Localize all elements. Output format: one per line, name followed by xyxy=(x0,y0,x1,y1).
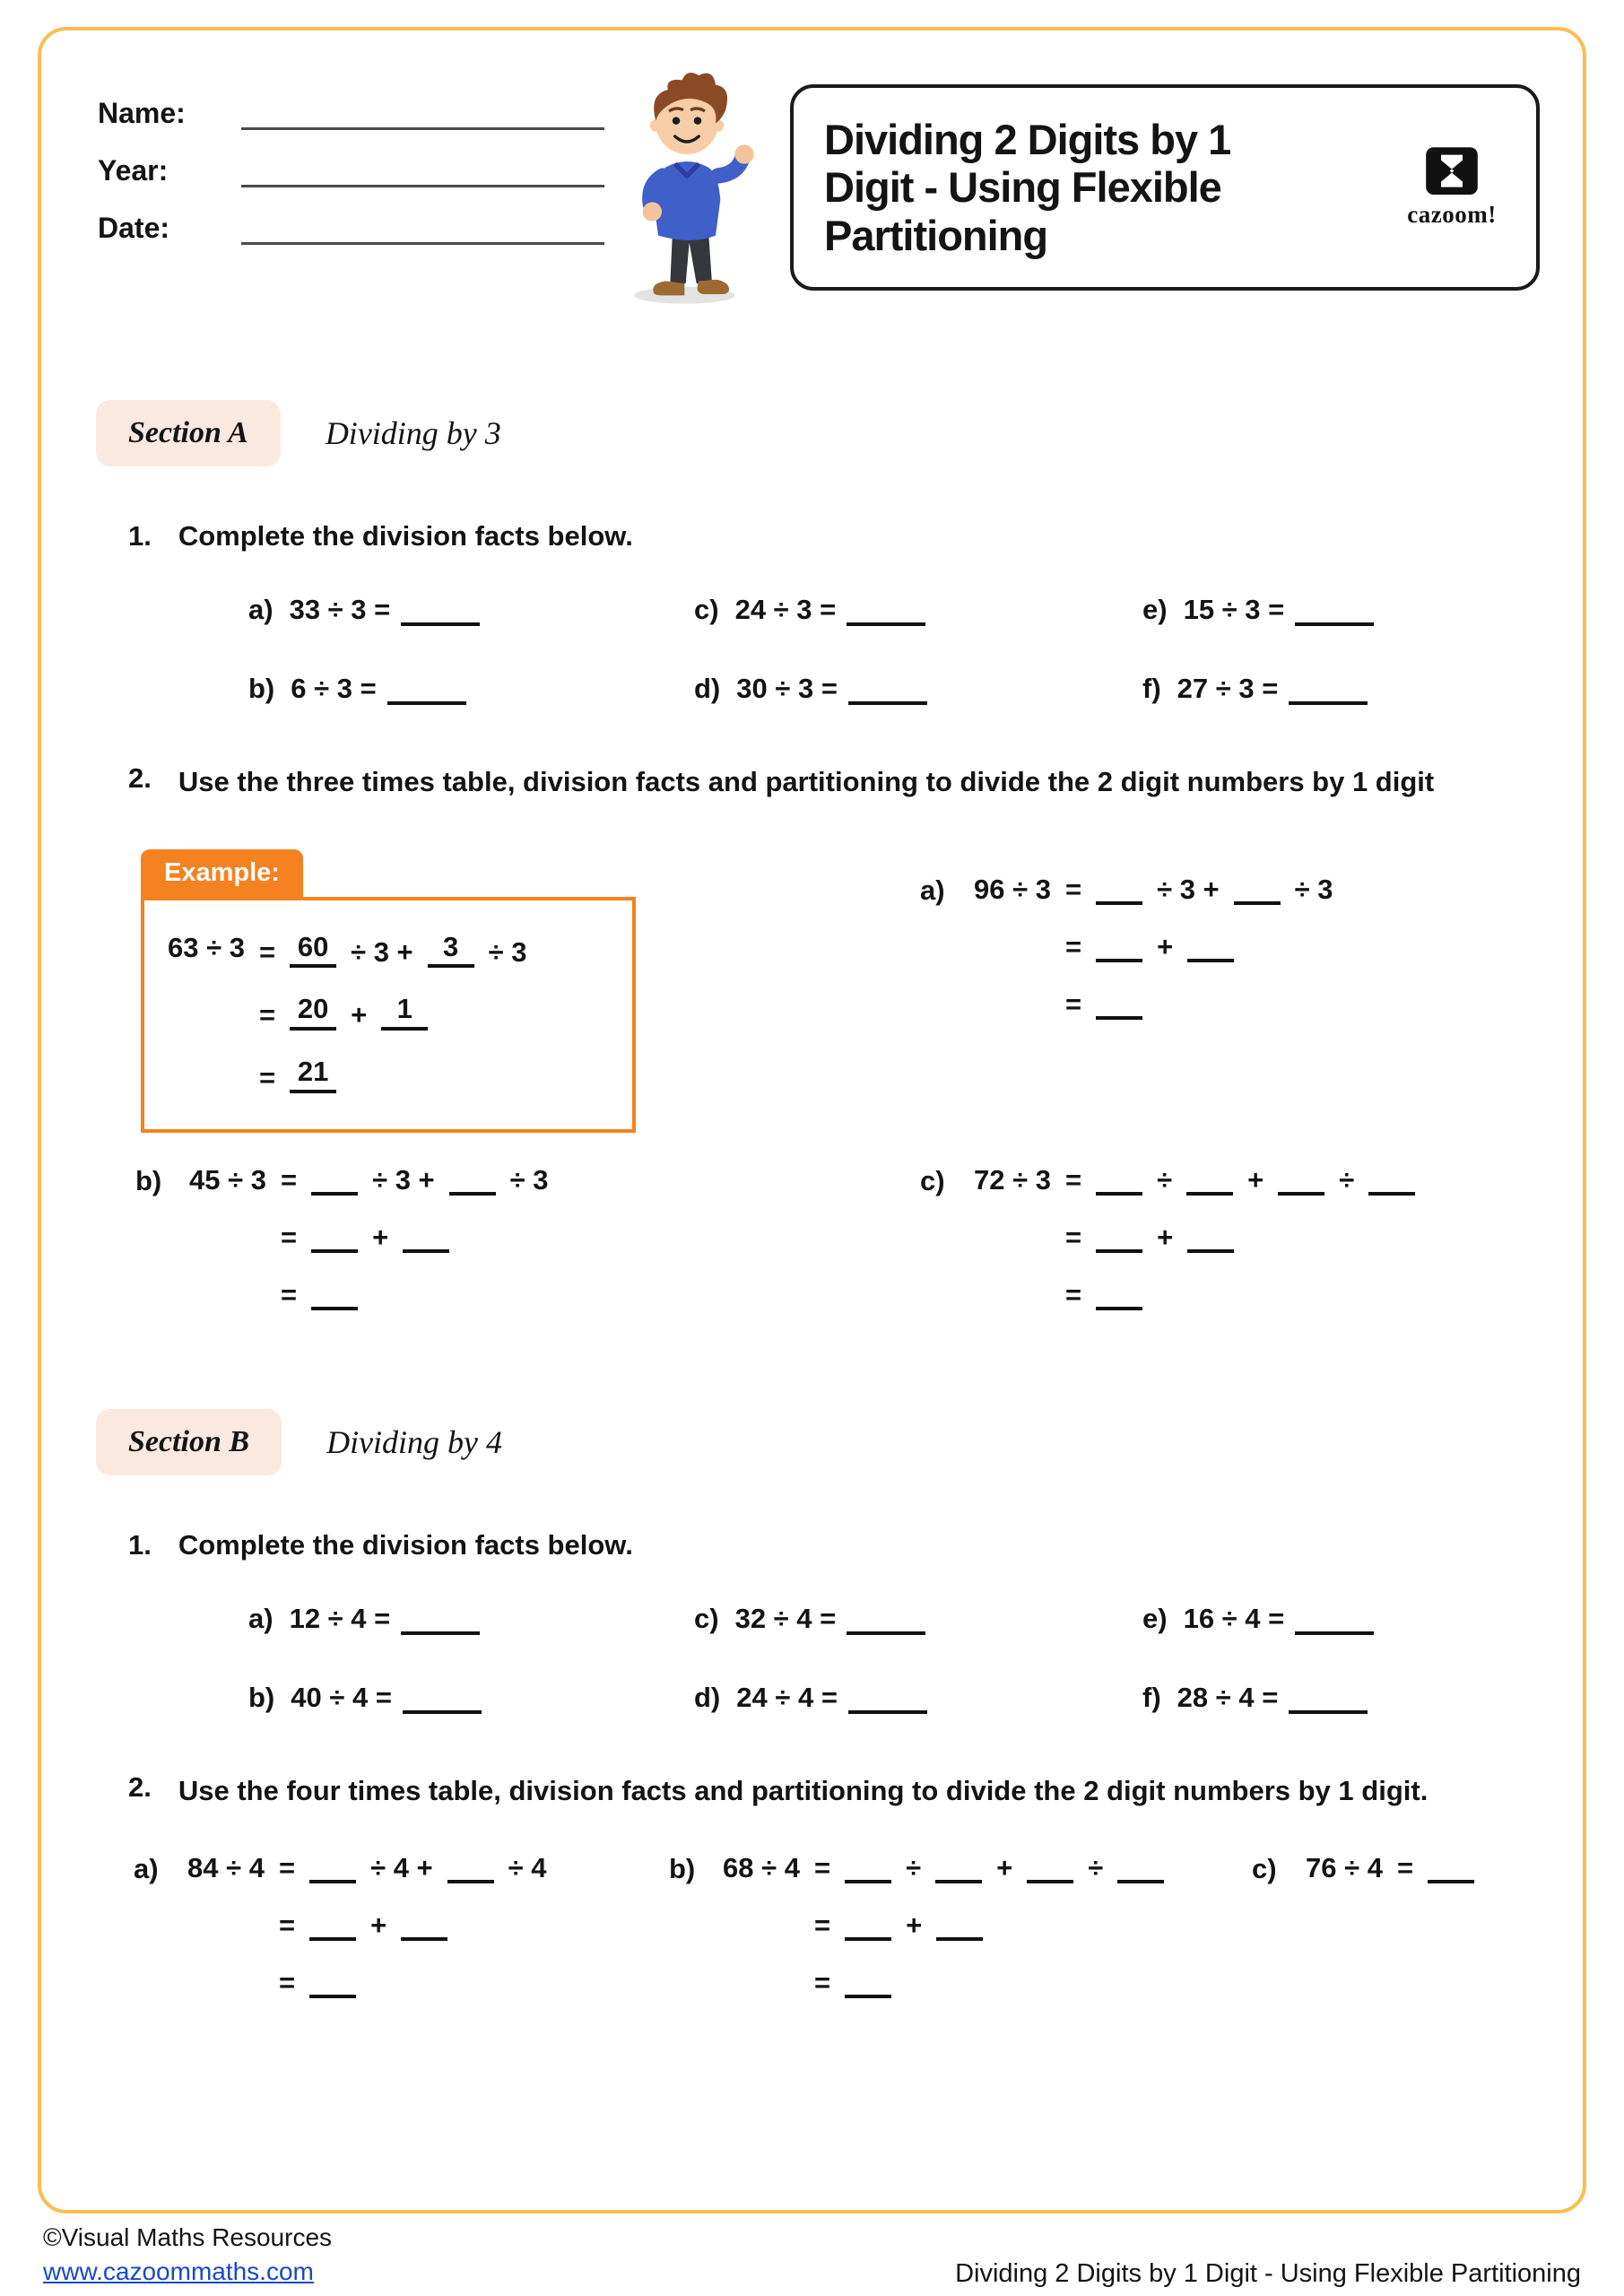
equation-text: + xyxy=(372,1221,389,1253)
fact-d xyxy=(694,673,1142,705)
example-box xyxy=(141,897,636,1133)
answer-blank xyxy=(1096,1224,1142,1253)
example-line-1 xyxy=(258,930,527,969)
section-a-q2-heading xyxy=(128,762,1533,803)
problem-lines xyxy=(1065,1165,1415,1310)
equation-text: = xyxy=(278,1851,296,1883)
fact-label: c) xyxy=(694,594,719,625)
equation-text: = xyxy=(1064,1221,1082,1253)
fact-label: a) xyxy=(248,1602,274,1634)
worksheet-title-line-3: Partitioning xyxy=(824,211,1048,259)
answer-blank xyxy=(845,1970,891,1998)
fact-label: d) xyxy=(694,673,721,704)
equation-text: ÷ 3 + xyxy=(372,1163,435,1196)
answer-blank xyxy=(935,1855,982,1883)
fact-label: e) xyxy=(1142,1602,1168,1634)
cazoom-logo xyxy=(1389,147,1515,229)
q2-number: 2. xyxy=(128,762,152,794)
equation-text: ÷ 4 + xyxy=(370,1851,433,1883)
section-b-q2-heading xyxy=(128,1771,1533,1812)
equation-text: ÷ xyxy=(1088,1851,1104,1883)
problem-label: c) xyxy=(1252,1852,1277,1884)
fact-answer-blank xyxy=(848,1685,927,1714)
fact-answer-blank xyxy=(847,597,925,626)
answer-blank xyxy=(311,1282,358,1310)
fact-b xyxy=(248,673,694,705)
equation-text: = xyxy=(1064,873,1082,905)
section-b-header xyxy=(96,1409,1533,1475)
problem-line xyxy=(814,1968,1164,1998)
fact-f xyxy=(1142,673,1533,705)
partition-problem-b xyxy=(669,1853,1164,1998)
equation-text: = xyxy=(280,1163,298,1196)
problem-line xyxy=(279,1910,547,1941)
partition-problem-c xyxy=(1252,1853,1474,1885)
fact-answer-blank xyxy=(387,676,466,705)
fact-expression: 28 ÷ 4 = xyxy=(1177,1681,1279,1713)
fact-expression: 27 ÷ 3 = xyxy=(1177,673,1279,704)
fact-answer-blank xyxy=(1289,676,1368,705)
fact-answer-blank xyxy=(401,1606,480,1635)
footer xyxy=(38,2221,1586,2289)
equation-text: = xyxy=(280,1278,298,1310)
answer-blank xyxy=(309,1970,356,1998)
problem-line xyxy=(814,1853,1164,1883)
answer-blank xyxy=(936,1912,983,1941)
section-b-partition-area xyxy=(91,1853,1533,2077)
example-lines xyxy=(258,930,527,1093)
problem-lines xyxy=(281,1165,549,1310)
cazoom-website-link[interactable]: www.cazoommaths.com xyxy=(43,2257,314,2285)
example-expression: 63 ÷ 3 xyxy=(168,931,245,963)
answer-blank xyxy=(1096,991,1142,1020)
year-label: Year: xyxy=(98,154,169,187)
section-a-heading: Dividing by 3 xyxy=(325,415,501,451)
problem-line xyxy=(1065,932,1333,962)
equation-text: ÷ 3 + xyxy=(1157,873,1220,905)
fact-d xyxy=(694,1682,1142,1714)
equation-text: = xyxy=(278,1909,296,1941)
boy-mascot-svg xyxy=(615,61,759,305)
fact-a xyxy=(248,1603,694,1635)
fact-label: d) xyxy=(694,1681,721,1713)
equation-text: ÷ xyxy=(1157,1163,1173,1196)
fact-c xyxy=(694,1603,1142,1635)
equation-text: = xyxy=(1064,987,1082,1020)
equation-text: + xyxy=(370,1909,387,1941)
fact-expression: 24 ÷ 3 = xyxy=(734,594,837,625)
copyright-text: ©Visual Maths Resources xyxy=(43,2223,333,2251)
answer-blank xyxy=(1096,1167,1142,1196)
answer-blank xyxy=(1368,1167,1415,1196)
equation-text: + xyxy=(1247,1163,1264,1196)
problem-line xyxy=(814,1910,1164,1941)
answer-blank xyxy=(1428,1855,1474,1883)
fact-answer-blank xyxy=(848,676,927,705)
fact-c xyxy=(694,594,1142,626)
fact-f xyxy=(1142,1682,1533,1714)
q1-text: Complete the division facts below. xyxy=(178,520,633,552)
problem-label: b) xyxy=(669,1852,696,1884)
equation-text: = xyxy=(1064,1163,1082,1196)
equation-text: ÷ 4 xyxy=(508,1851,547,1883)
equation-text: = xyxy=(813,1966,831,1998)
fact-answer-blank xyxy=(401,597,480,626)
fact-expression: 15 ÷ 3 = xyxy=(1183,594,1285,625)
answer-blank xyxy=(1096,934,1142,962)
equation-text: = xyxy=(813,1851,831,1883)
answer-blank xyxy=(447,1855,494,1883)
cazoom-logo-text: cazoom! xyxy=(1407,200,1497,228)
answer-blank xyxy=(311,1167,358,1196)
problem-expression: 76 ÷ 4 xyxy=(1306,1851,1383,1883)
fact-e xyxy=(1142,594,1533,626)
worksheet-title-line-1: Dividing 2 Digits by 1 xyxy=(824,116,1231,164)
fact-expression: 24 ÷ 4 = xyxy=(736,1681,838,1713)
problem-line xyxy=(1065,1222,1415,1253)
problem-line xyxy=(281,1280,549,1310)
section-b-heading: Dividing by 4 xyxy=(326,1423,503,1460)
fact-expression: 40 ÷ 4 = xyxy=(291,1681,392,1713)
section-a-badge: Section A xyxy=(96,400,281,466)
fact-label: f) xyxy=(1142,1681,1161,1713)
equation-text: = xyxy=(280,1221,298,1253)
date-answer-line xyxy=(241,213,604,245)
worksheet-title xyxy=(824,116,1389,258)
answer-blank xyxy=(1117,1855,1164,1883)
equation-text: = xyxy=(258,999,276,1031)
section-b-q1-heading xyxy=(128,1529,1533,1561)
fact-label: e) xyxy=(1142,594,1168,625)
problem-expression: 45 ÷ 3 xyxy=(189,1163,266,1196)
equation-text: ÷ xyxy=(1339,1163,1355,1196)
section-b-badge: Section B xyxy=(96,1409,282,1475)
problem-label: b) xyxy=(135,1164,162,1196)
answer-blank xyxy=(1096,876,1142,905)
partition-problem-a xyxy=(134,1853,547,1998)
cazoom-hourglass-icon xyxy=(1420,147,1484,199)
answer-blank xyxy=(309,1912,356,1941)
equation-text: ÷ xyxy=(906,1851,922,1883)
answer-blank xyxy=(845,1855,891,1883)
example-block xyxy=(141,849,636,1133)
problem-label: c) xyxy=(920,1164,945,1196)
equation-text: + xyxy=(1157,930,1174,962)
problem-expression: 84 ÷ 4 xyxy=(187,1851,265,1883)
partition-problem-b xyxy=(135,1165,549,1310)
example-worked-problem xyxy=(168,930,609,1093)
example-line-2 xyxy=(259,995,527,1031)
fact-expression: 12 ÷ 4 = xyxy=(289,1602,391,1634)
fact-label: c) xyxy=(694,1602,719,1634)
problem-line xyxy=(1065,1280,1415,1310)
fact-expression: 33 ÷ 3 = xyxy=(289,594,391,625)
problem-line xyxy=(279,1853,547,1883)
fact-a xyxy=(248,594,694,626)
fact-expression: 16 ÷ 4 = xyxy=(1183,1602,1285,1634)
section-a-q1-heading xyxy=(128,520,1533,552)
name-label: Name: xyxy=(98,97,186,129)
problem-line xyxy=(1065,874,1333,905)
section-a-partition-area xyxy=(91,849,1533,1352)
equation-text: = xyxy=(1396,1851,1414,1883)
q1-number: 1. xyxy=(128,520,152,552)
answer-blank xyxy=(1027,1855,1073,1883)
problem-line xyxy=(1065,1165,1415,1196)
equation-text: + xyxy=(1157,1221,1174,1253)
equation-text: = xyxy=(1064,930,1082,962)
answer-blank xyxy=(1096,1282,1142,1310)
filled-answer: 20 xyxy=(290,995,336,1031)
fact-answer-blank xyxy=(1289,1685,1368,1714)
partition-problem-a xyxy=(920,874,1333,1020)
problem-line xyxy=(1065,989,1333,1020)
answer-blank xyxy=(1234,876,1281,905)
problem-line xyxy=(279,1968,547,1998)
name-answer-line xyxy=(241,98,604,130)
equation-text: + xyxy=(906,1909,923,1941)
equation-text: + xyxy=(996,1851,1013,1883)
boy-mascot-illustration xyxy=(615,61,759,309)
q1-number: 1. xyxy=(128,1528,152,1561)
equation-text: = xyxy=(258,936,276,969)
problem-lines xyxy=(279,1853,547,1998)
filled-answer: 21 xyxy=(290,1057,336,1093)
problem-label: a) xyxy=(920,874,945,906)
section-a-header xyxy=(96,400,1533,466)
problem-expression: 72 ÷ 3 xyxy=(974,1163,1051,1196)
problem-line xyxy=(281,1222,549,1253)
fact-answer-blank xyxy=(1295,1606,1374,1635)
equation-text: ÷ 3 xyxy=(1294,873,1333,905)
filled-answer: 3 xyxy=(428,933,474,969)
answer-blank xyxy=(1278,1167,1324,1196)
example-line-3 xyxy=(259,1057,527,1093)
partition-problem-c xyxy=(920,1165,1415,1310)
fact-expression: 32 ÷ 4 = xyxy=(734,1602,837,1634)
problem-line xyxy=(281,1165,549,1196)
fact-answer-blank xyxy=(847,1606,925,1635)
answer-blank xyxy=(845,1912,891,1941)
page-border-frame xyxy=(38,27,1586,2213)
q1-text: Complete the division facts below. xyxy=(178,1528,633,1561)
worksheet-title-line-2: Digit - Using Flexible xyxy=(824,163,1221,212)
fact-expression: 30 ÷ 3 = xyxy=(736,673,838,704)
footer-worksheet-title: Dividing 2 Digits by 1 Digit - Using Flexible Partitioning xyxy=(955,2258,1581,2288)
answer-blank xyxy=(1187,934,1234,962)
fact-b xyxy=(248,1682,694,1714)
title-box xyxy=(790,84,1540,291)
answer-blank xyxy=(401,1912,447,1941)
fact-answer-blank xyxy=(403,1685,482,1714)
q2-text: Use the three times table, division facts and partitioning to divide the 2 digit numbers by 1 digit xyxy=(178,766,1435,797)
problem-lines xyxy=(1065,874,1333,1020)
filled-answer: 60 xyxy=(290,933,336,969)
problem-lines xyxy=(1397,1853,1474,1883)
footer-left xyxy=(43,2221,332,2289)
fact-e xyxy=(1142,1603,1533,1635)
answer-blank xyxy=(403,1224,449,1253)
equation-text: = xyxy=(813,1909,831,1941)
answer-blank xyxy=(309,1855,356,1883)
equation-text: ÷ 3 xyxy=(509,1163,549,1196)
section-b-division-facts xyxy=(248,1603,1533,1714)
fact-label: b) xyxy=(248,673,275,704)
filled-answer: 1 xyxy=(381,995,428,1031)
answer-blank xyxy=(1186,1167,1233,1196)
fact-label: b) xyxy=(248,1681,275,1713)
section-a-division-facts xyxy=(248,594,1533,705)
answer-blank xyxy=(1187,1224,1234,1253)
problem-line xyxy=(1397,1853,1474,1883)
equation-text: ÷ 3 xyxy=(488,936,527,969)
q2-number: 2. xyxy=(128,1770,152,1803)
equation-text: = xyxy=(278,1966,296,1998)
equation-text: + xyxy=(351,999,368,1031)
equation-text: = xyxy=(258,1061,276,1093)
equation-text: = xyxy=(1064,1278,1082,1310)
problem-expression: 68 ÷ 4 xyxy=(723,1851,800,1883)
q2-text: Use the four times table, division facts and partitioning to divide the 2 digit numbers by 1 digit. xyxy=(178,1774,1429,1806)
fact-answer-blank xyxy=(1295,597,1374,626)
fact-label: f) xyxy=(1142,673,1161,704)
problem-label: a) xyxy=(134,1852,159,1884)
header xyxy=(91,74,1533,343)
year-answer-line xyxy=(241,155,604,187)
date-label: Date: xyxy=(98,212,170,244)
fact-label: a) xyxy=(248,594,274,625)
answer-blank xyxy=(311,1224,358,1253)
problem-lines xyxy=(814,1853,1164,1998)
example-tab: Example: xyxy=(141,849,303,897)
problem-expression: 96 ÷ 3 xyxy=(974,873,1051,905)
answer-blank xyxy=(449,1167,496,1196)
fact-expression: 6 ÷ 3 = xyxy=(291,673,377,704)
equation-text: ÷ 3 + xyxy=(351,936,413,969)
